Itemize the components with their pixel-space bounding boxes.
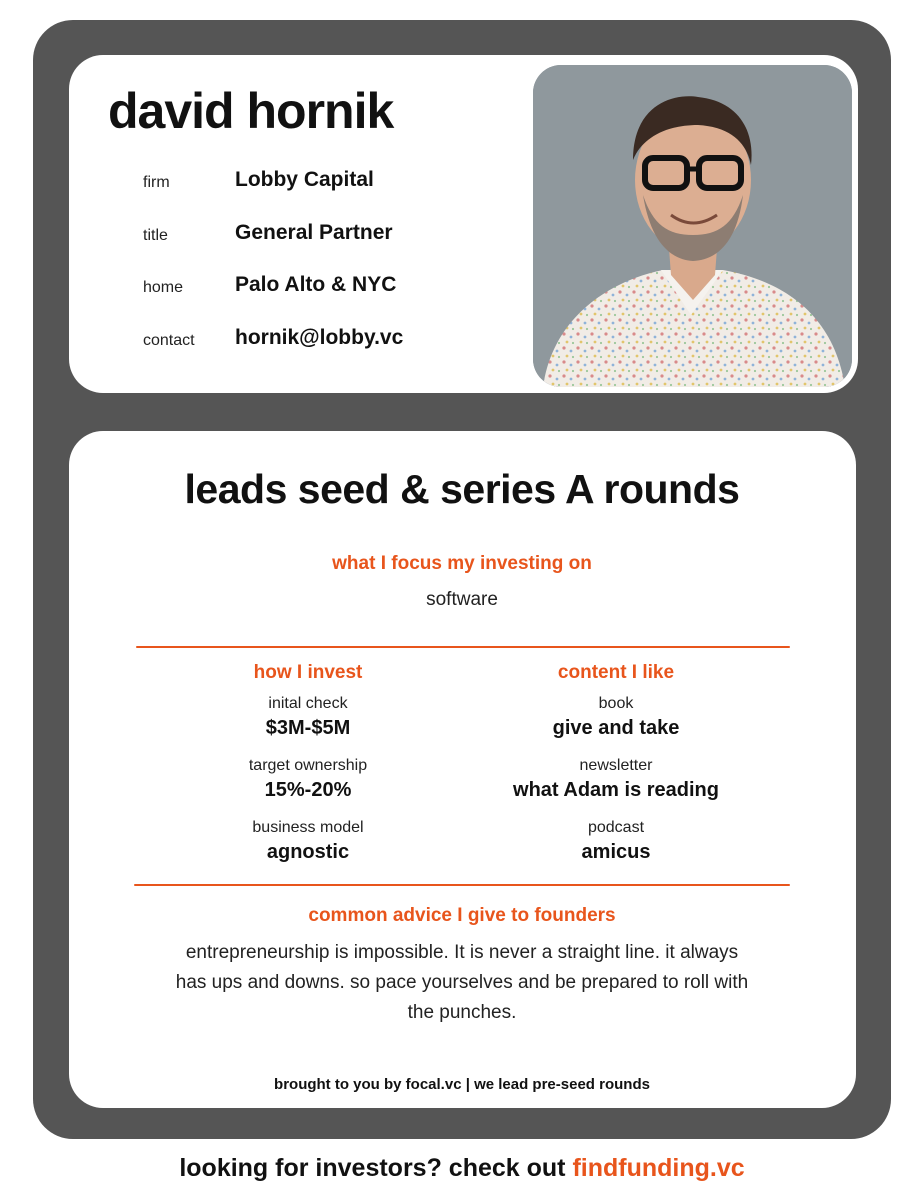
content-label: book [598, 695, 634, 712]
info-row-contact [143, 326, 503, 356]
content-value: what Adam is reading [513, 779, 719, 801]
content-value: amicus [581, 841, 651, 863]
invest-label: business model [252, 819, 364, 836]
headline: leads seed & series A rounds [184, 466, 740, 512]
info-value: Palo Alto & NYC [235, 273, 397, 296]
credit-line: brought to you by focal.vc | we lead pre-seed rounds [274, 1076, 650, 1093]
focus-heading: what I focus my investing on [332, 553, 592, 574]
cta-text: looking for investors? check out [179, 1154, 566, 1182]
portrait-illustration [533, 65, 852, 387]
content-label: newsletter [579, 757, 653, 774]
info-row-title [143, 221, 503, 251]
info-label: home [143, 279, 184, 296]
divider [134, 884, 790, 886]
invest-label: target ownership [248, 757, 368, 774]
info-label: title [143, 227, 168, 244]
invest-label: inital check [268, 695, 348, 712]
advice-heading: common advice I give to founders [308, 905, 616, 926]
info-row-home [143, 273, 503, 303]
divider [136, 646, 790, 648]
focus-value: software [426, 589, 498, 610]
content-label: podcast [587, 819, 645, 836]
findfunding-link[interactable]: findfunding.vc [572, 1154, 745, 1182]
advice-text: entrepreneurship is impossible. It is never a straight line. it always has ups and downs. so pace yourselves and be prepared to roll with the punches. [175, 942, 749, 1023]
info-row-firm [143, 168, 503, 198]
info-value: General Partner [235, 221, 393, 244]
info-label: contact [143, 332, 195, 349]
invest-value: $3M-$5M [265, 717, 351, 739]
cta-line [0, 1154, 924, 1183]
info-label: firm [143, 174, 170, 191]
contact-email[interactable]: hornik@lobby.vc [235, 326, 404, 349]
content-value: give and take [552, 717, 680, 739]
how-i-invest-heading: how I invest [253, 662, 363, 683]
investor-name: david hornik [108, 83, 394, 139]
profile-photo [533, 65, 852, 387]
invest-value: agnostic [266, 841, 350, 863]
invest-value: 15%-20% [264, 779, 352, 801]
info-value: Lobby Capital [235, 168, 374, 191]
content-i-like-heading: content I like [557, 662, 675, 683]
